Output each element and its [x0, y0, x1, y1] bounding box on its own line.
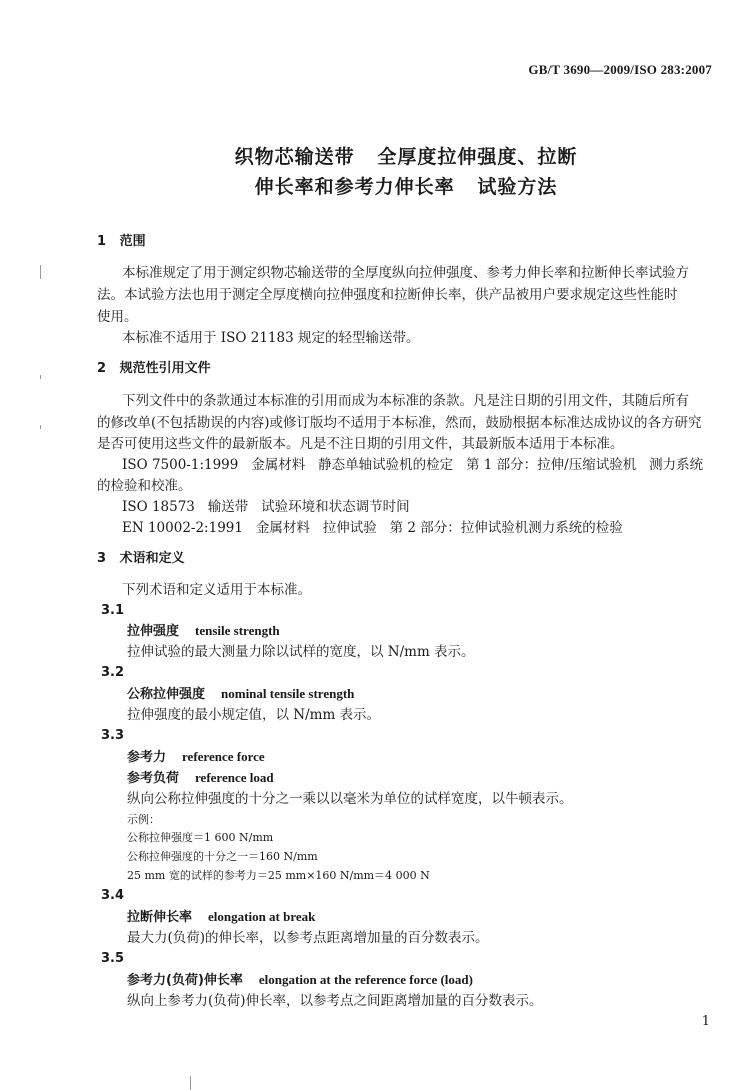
- reference-item-continued: 的检验和校准。: [97, 478, 192, 494]
- term-definition: 拉伸强度的最小规定值，以 N/mm 表示。: [127, 707, 381, 723]
- section-1-heading: 1 范围: [97, 234, 146, 249]
- term-zh: 参考力(负荷)伸长率: [127, 973, 243, 988]
- term-heading: [127, 684, 354, 705]
- title-line-1: 织物芯输送带 全厚度拉伸强度、拉断: [234, 146, 578, 168]
- margin-mark: [40, 375, 41, 379]
- term-heading: [127, 970, 473, 991]
- margin-mark: [40, 425, 41, 429]
- example-label: 示例：: [127, 813, 160, 826]
- example-line: 公称拉伸强度的十分之一＝160 N/mm: [127, 850, 318, 863]
- standard-code: GB/T 3690—2009/ISO 283:2007: [528, 62, 712, 77]
- page-number: 1: [701, 1014, 710, 1029]
- section-1-paragraph-line: 使用。: [97, 309, 138, 325]
- section-1-paragraph-line: 本标准规定了用于测定织物芯输送带的全厚度纵向拉伸强度、参考力伸长率和拉断伸长率试验方: [122, 265, 689, 281]
- term-heading: [127, 747, 265, 768]
- section-1-paragraph: 本标准不适用于 ISO 21183 规定的轻型输送带。: [122, 330, 420, 346]
- term-definition: 纵向上参考力(负荷)伸长率，以参考点之间距离增加量的百分数表示。: [127, 993, 543, 1009]
- example-line: 公称拉伸强度＝1 600 N/mm: [127, 831, 274, 844]
- margin-mark: [40, 265, 41, 279]
- term-zh: 参考力: [127, 750, 167, 765]
- term-number: 3.3: [101, 728, 125, 743]
- term-number: 3.5: [101, 951, 125, 966]
- section-3-heading: 3 术语和定义: [97, 551, 185, 566]
- section-3-intro: 下列术语和定义适用于本标准。: [122, 582, 311, 598]
- term-heading-alt: [127, 768, 274, 789]
- term-number: 3.4: [101, 888, 125, 903]
- term-en: elongation at the reference force (load): [258, 972, 473, 987]
- term-zh: 拉伸强度: [127, 624, 180, 639]
- term-zh: 参考负荷: [127, 771, 180, 786]
- term-heading: [127, 621, 280, 642]
- reference-item: ISO 7500-1:1999 金属材料 静态单轴试验机的检定 第 1 部分：拉伸/压缩试验机 测力系统: [122, 457, 704, 473]
- section-1-paragraph-line: 法。本试验方法也用于测定全厚度横向拉伸强度和拉断伸长率，供产品被用户要求规定这些性能时: [97, 287, 678, 303]
- term-en: nominal tensile strength: [221, 686, 355, 701]
- term-en: elongation at break: [208, 909, 316, 924]
- term-zh: 公称拉伸强度: [127, 687, 206, 702]
- term-en: reference load: [195, 770, 274, 785]
- example-line: 25 mm 宽的试样的参考力＝25 mm×160 N/mm＝4 000 N: [127, 869, 430, 882]
- term-en: reference force: [182, 749, 265, 764]
- section-2-paragraph-line: 下列文件中的条款通过本标准的引用而成为本标准的条款。凡是注日期的引用文件，其随后所有: [122, 393, 689, 409]
- section-2-paragraph-line: 的修改单(不包括勘误的内容)或修订版均不适用于本标准，然而，鼓励根据本标准达成协议的各方研究: [97, 415, 702, 431]
- term-number: 3.1: [101, 603, 125, 618]
- term-zh: 拉断伸长率: [127, 910, 193, 925]
- margin-mark: [190, 1076, 191, 1090]
- section-2-paragraph-line: 是否可使用这些文件的最新版本。凡是不注日期的引用文件，其最新版本适用于本标准。: [97, 436, 624, 452]
- title-line-2: 伸长率和参考力伸长率 试验方法: [254, 176, 558, 198]
- term-number: 3.2: [101, 665, 125, 680]
- term-definition: 纵向公称拉伸强度的十分之一乘以以毫米为单位的试样宽度，以牛顿表示。: [127, 791, 573, 807]
- term-definition: 最大力(负荷)的伸长率，以参考点距离增加量的百分数表示。: [127, 930, 489, 946]
- section-2-heading: 2 规范性引用文件: [97, 361, 211, 376]
- term-en: tensile strength: [195, 623, 280, 638]
- term-heading: [127, 907, 315, 928]
- term-definition: 拉伸试验的最大测量力除以试样的宽度，以 N/mm 表示。: [127, 644, 475, 660]
- reference-item: ISO 18573 输送带 试验环境和状态调节时间: [122, 499, 410, 515]
- reference-item: EN 10002-2:1991 金属材料 拉伸试验 第 2 部分：拉伸试验机测力系统的检验: [122, 520, 623, 536]
